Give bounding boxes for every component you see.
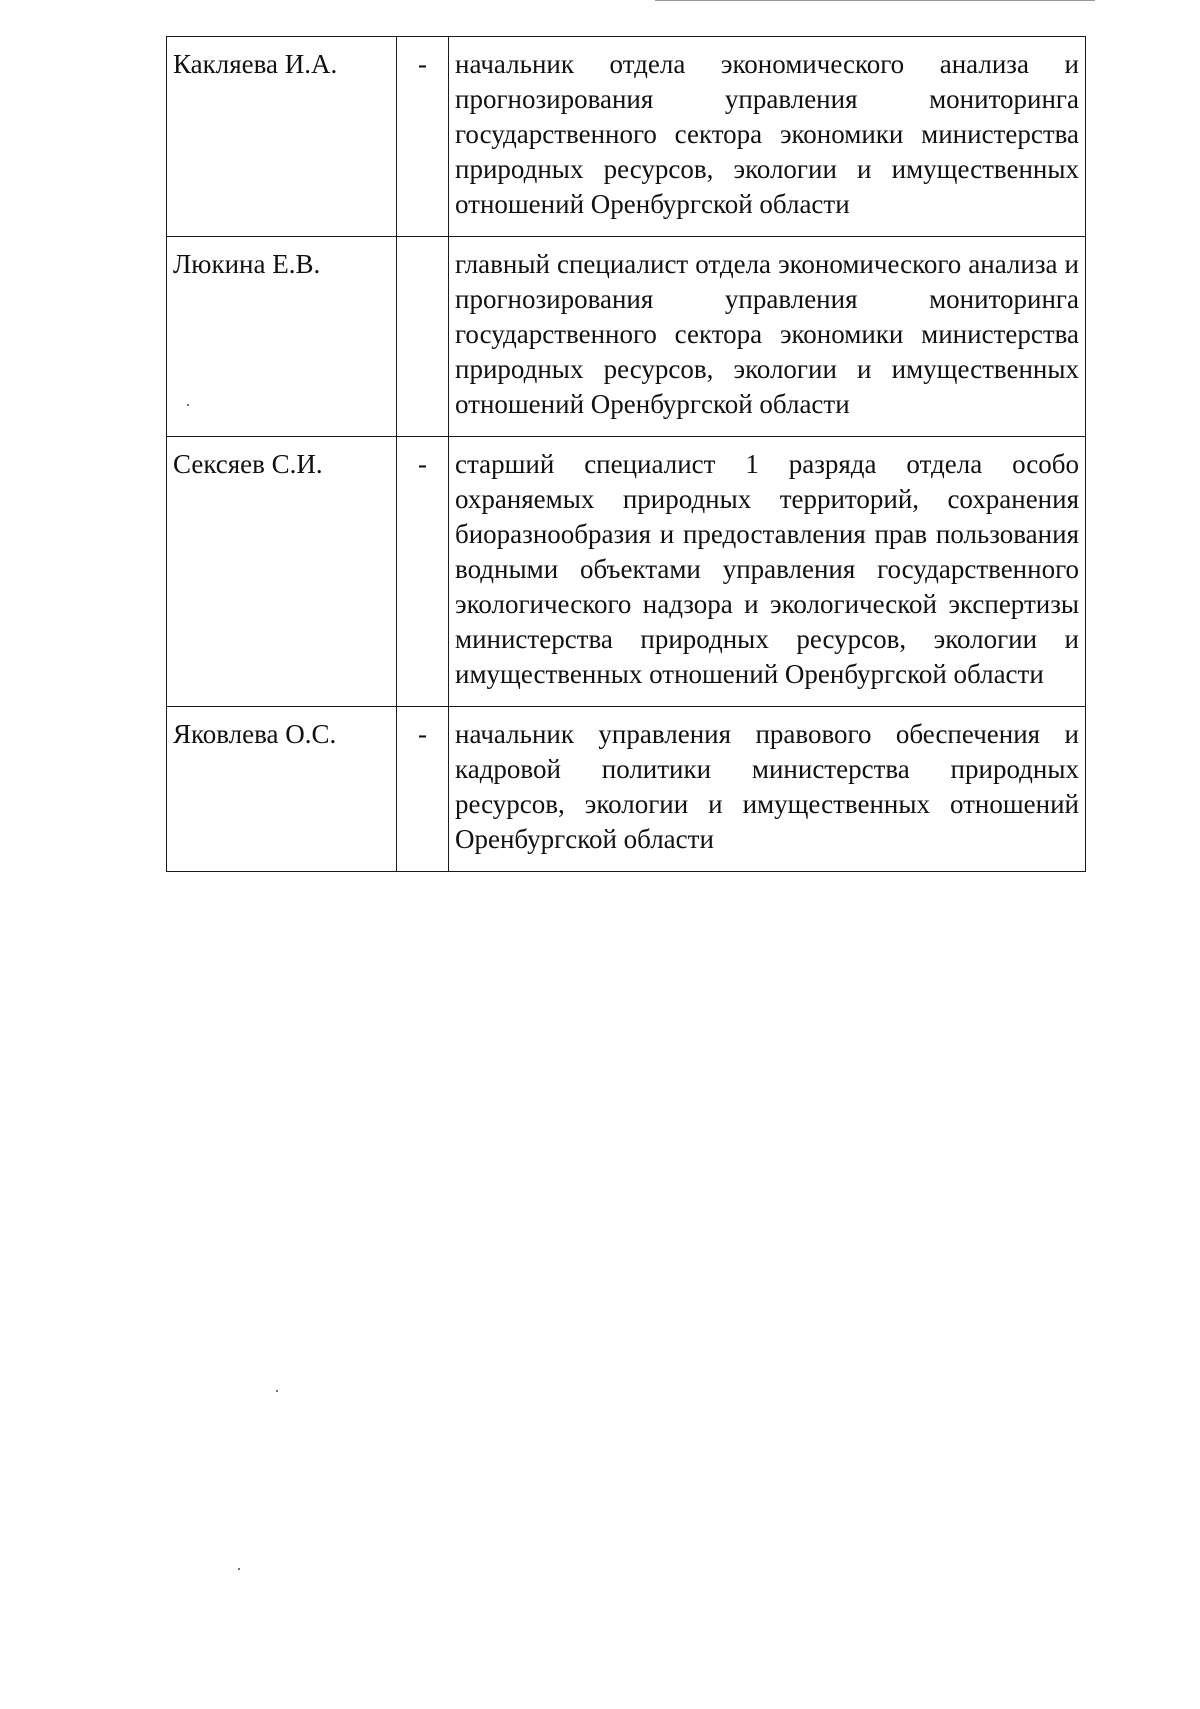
scan-speck — [238, 1568, 240, 1570]
member-name: Люкина Е.В. — [167, 237, 397, 437]
member-position: начальник управления правового обеспечения и кадровой политики министерства природных ресурсов, экологии и имущественных отношений Оренбургской области — [449, 707, 1086, 872]
table-row — [167, 437, 1086, 707]
separator-dash: - — [397, 437, 449, 707]
member-name: Какляева И.А. — [167, 37, 397, 237]
separator-dash — [397, 237, 449, 437]
table-row — [167, 707, 1086, 872]
member-name: Сексяев С.И. — [167, 437, 397, 707]
scan-speck — [276, 1390, 278, 1392]
separator-dash: - — [397, 707, 449, 872]
member-position: старший специалист 1 разряда отдела особо охраняемых природных территорий, сохранения биоразнообразия и предоставления прав пользования водными объектами управления государственного экологического надзора и экологической экспертизы министерства природных ресурсов, экологии и имущественных отношений Оренбургской области — [449, 437, 1086, 707]
member-position: начальник отдела экономического анализа и прогнозирования управления мониторинга государственного сектора экономики министерства природных ресурсов, экологии и имущественных отношений Оренбургской области — [449, 37, 1086, 237]
table-row — [167, 237, 1086, 437]
table-row — [167, 37, 1086, 237]
members-table — [166, 36, 1086, 872]
scan-speck — [187, 404, 189, 406]
separator-dash: - — [397, 37, 449, 237]
member-position: главный специалист отдела экономического анализа и прогнозирования управления мониторинга государственного сектора экономики министерства природных ресурсов, экологии и имущественных отношений Оренбургской области — [449, 237, 1086, 437]
scan-top-rule — [655, 0, 1095, 3]
member-name: Яковлева О.С. — [167, 707, 397, 872]
